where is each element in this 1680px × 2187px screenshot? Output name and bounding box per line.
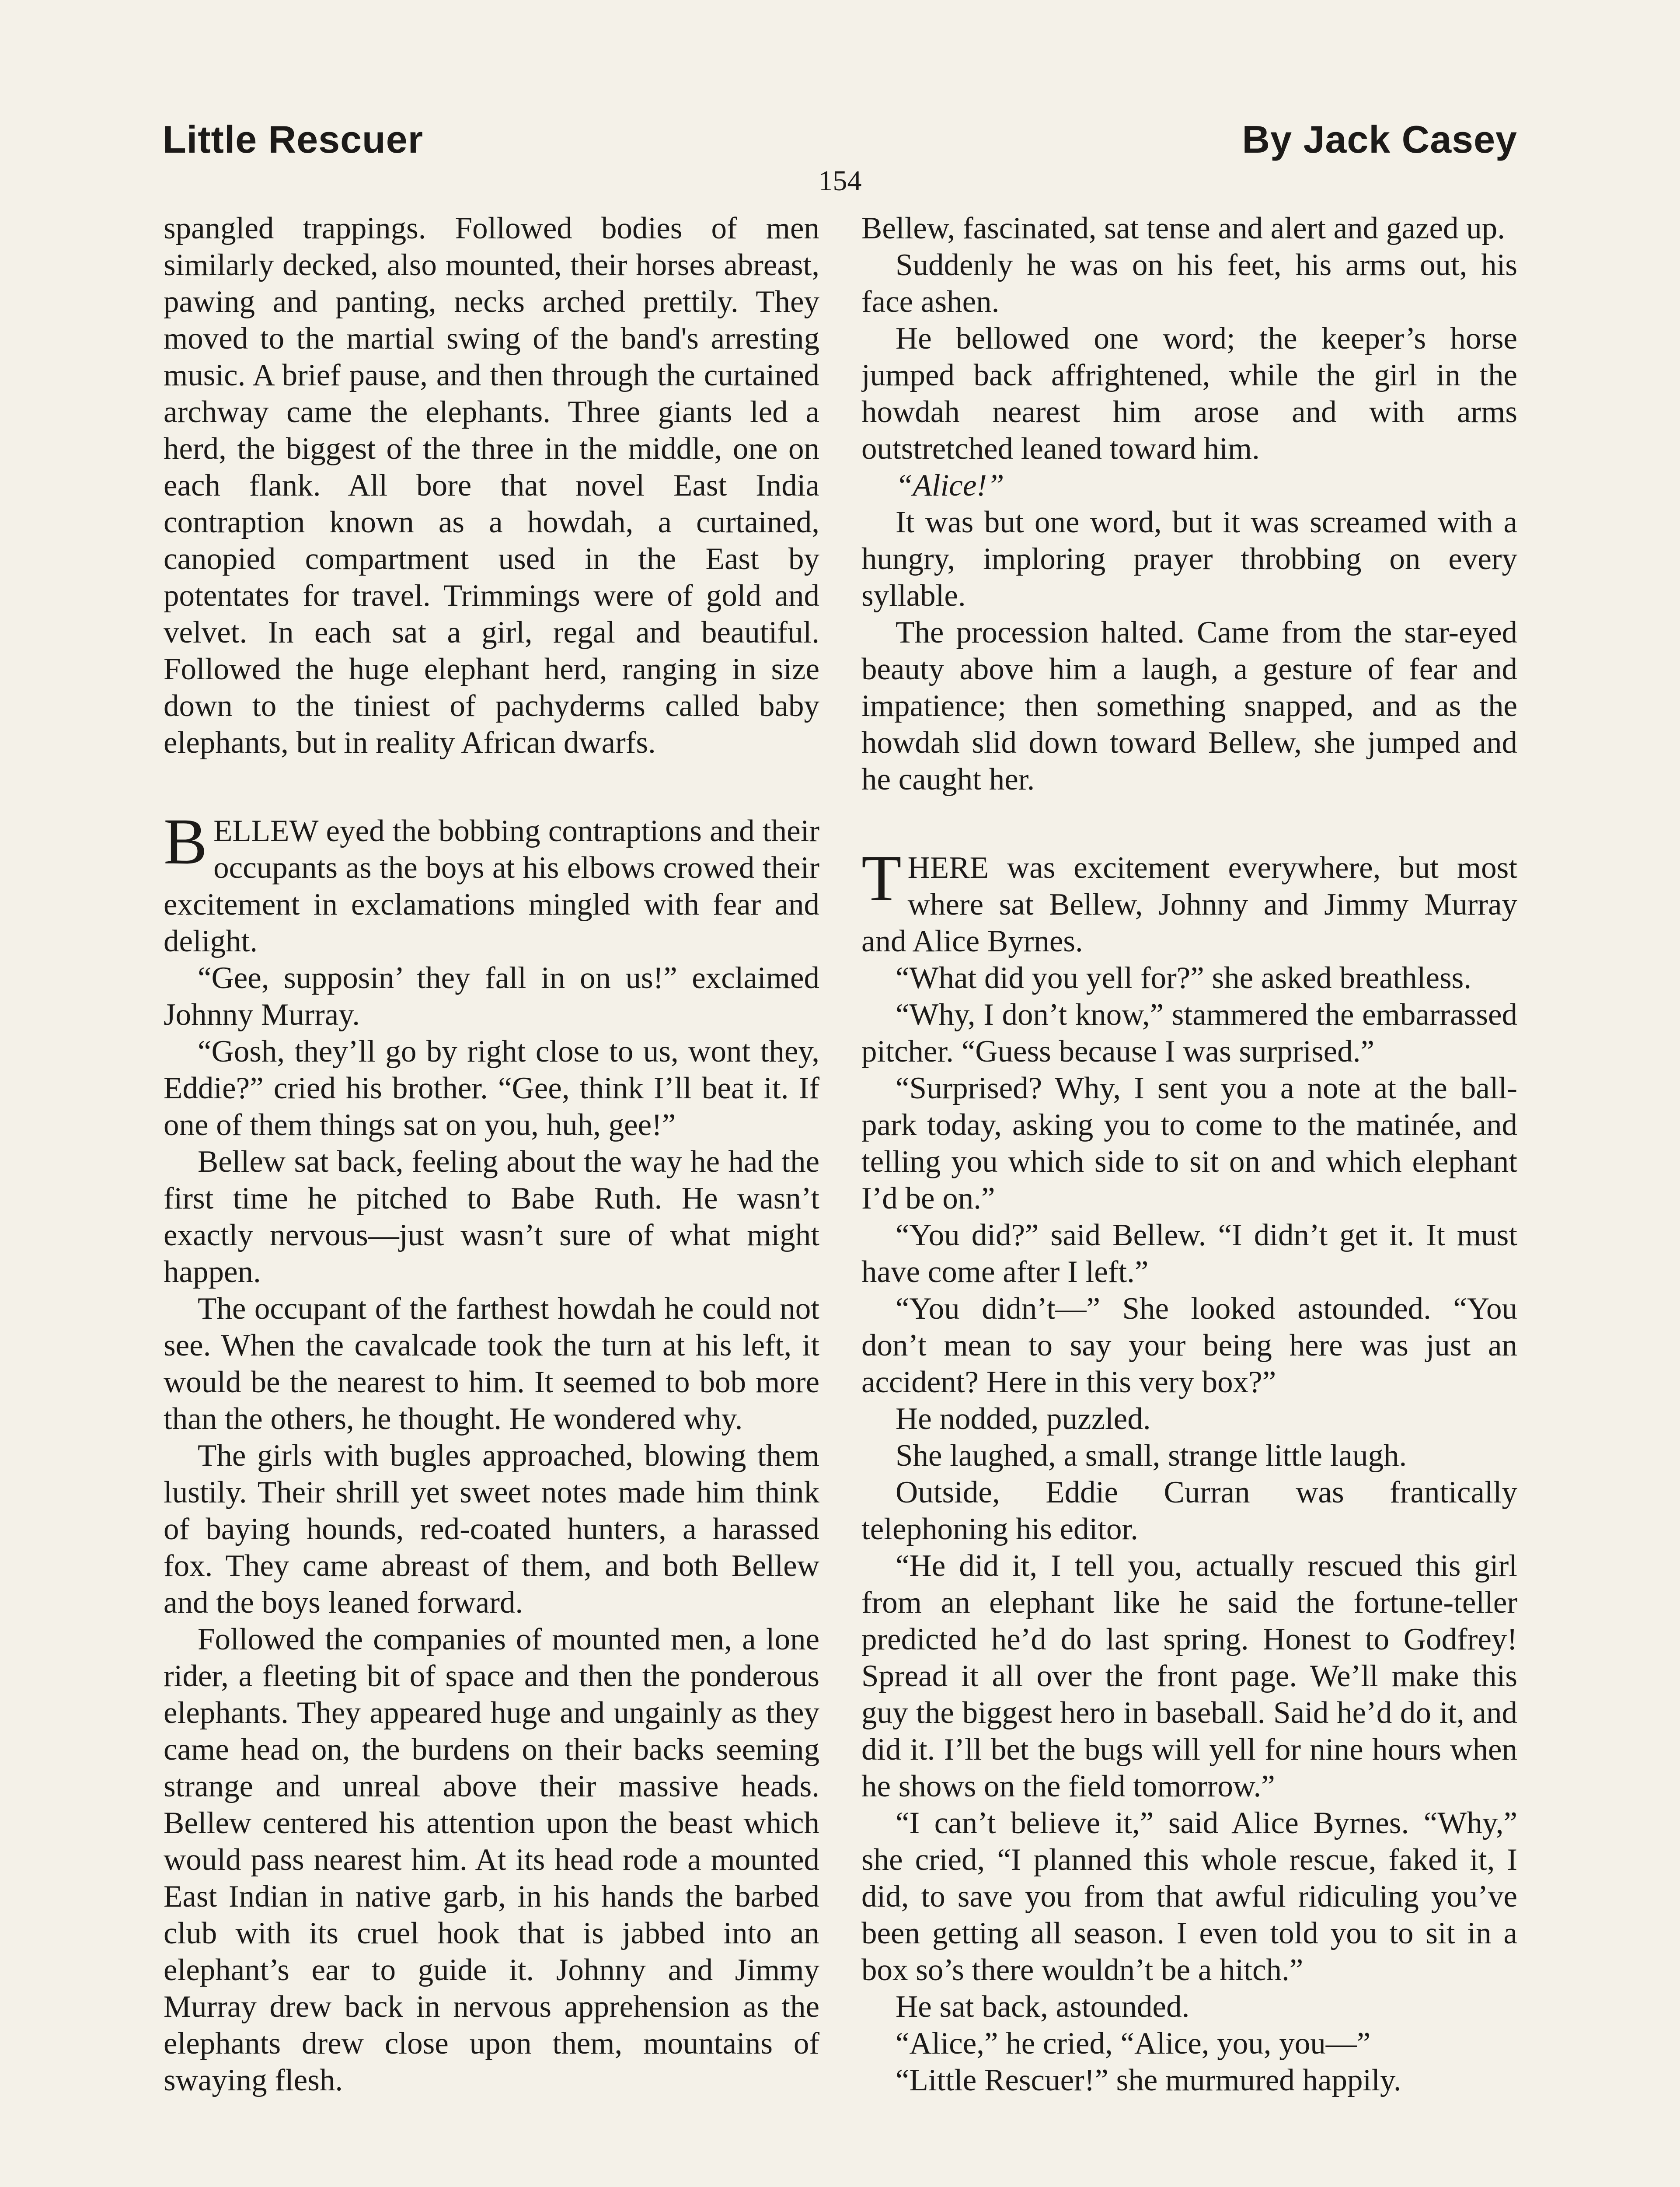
paragraph: Suddenly he was on his feet, his arms out, his face ashen.	[861, 248, 1517, 319]
drop-cap: T	[861, 842, 902, 915]
paragraph: The procession halted. Came from the star-eyed beauty above him a laugh, a gesture of fear and impatience; then something snapped, and as the howdah slid down toward Bellew, she jumped and he caught her.	[861, 615, 1517, 797]
paragraph: “He did it, I tell you, actually rescued this girl from an elephant like he said the fortune-teller predicted he’d do last spring. Honest to Godfrey! Spread it all over the front page. We’ll make this guy the biggest hero in baseball. Said he’d do it, and did it. I’ll bet the bugs will yell for nine hours when he shows on the field tomorrow.”	[861, 1549, 1517, 1803]
drop-cap: B	[164, 805, 208, 878]
left-column	[164, 210, 819, 2187]
paragraph: The occupant of the farthest howdah he could not see. When the cavalcade took the turn at his left, it would be the nearest to him. It seemed to bob more than the others, he thought. He wondered why.	[164, 1292, 819, 1436]
paragraph: “Alice!”	[896, 468, 1004, 503]
paragraph: He bellowed one word; the keeper’s horse jumped back affrightened, while the girl in the howdah nearest him arose and with arms outstretched leaned toward him.	[861, 321, 1517, 466]
story-title: Little Rescuer	[163, 118, 423, 161]
paragraph: “What did you yell for?” she asked breathless.	[896, 961, 1471, 995]
paragraph: “You didn’t—” She looked astounded. “You don’t mean to say your being here was just an accident? Here in this very box?”	[861, 1292, 1517, 1399]
paragraph: “Why, I don’t know,” stammered the embarrassed pitcher. “Guess because I was surprised.”	[861, 998, 1517, 1069]
paragraph: She laughed, a small, strange little laugh.	[896, 1439, 1407, 1473]
paragraph: “Gosh, they’ll go by right close to us, wont they, Eddie?” cried his brother. “Gee, think I’ll beat it. If one of them things sat on you, huh, gee!”	[164, 1034, 819, 1142]
paragraph: He sat back, astounded.	[896, 1990, 1190, 2024]
paragraph: The girls with bugles approached, blowing them lustily. Their shrill yet sweet notes made him think of baying hounds, red-coated hunters, a harassed fox. They came abreast of them, and both Bellew and the boys leaned forward.	[164, 1439, 819, 1620]
paragraph-text: HERE was excitement everywhere, but most where sat Bellew, Johnny and Jimmy Murray and Alice Byrnes.	[861, 851, 1517, 958]
page-number: 154	[818, 165, 862, 197]
paragraph: Bellew, fascinated, sat tense and alert and gazed up.	[861, 211, 1505, 245]
paragraph: “Gee, supposin’ they fall in on us!” exclaimed Johnny Murray.	[164, 961, 819, 1032]
section-start-paragraph	[164, 805, 819, 960]
paragraph-text: ELLEW eyed the bobbing contraptions and their occupants as the boys at his elbows crowed their excitement in exclamations mingled with fear and delight.	[164, 814, 819, 958]
paragraph: It was but one word, but it was screamed with a hungry, imploring prayer throbbing on every syllable.	[861, 505, 1517, 613]
paragraph: spangled trappings. Followed bodies of men similarly decked, also mounted, their horses abreast, pawing and panting, necks arched prettily. They moved to the martial swing of the band's arresting music. A brief pause, and then through the curtained archway came the elephants. Three giants led a herd, the biggest of the three in the middle, one on each flank. All bore that novel East India contraption known as a howdah, a curtained, canopied compartment used in the East by potentates for travel. Trimmings were of gold and velvet. In each sat a girl, regal and beautiful. Followed the huge elephant herd, ranging in size down to the tiniest of pachyderms called baby elephants, but in reality African dwarfs.	[164, 211, 819, 760]
paragraph: Followed the companies of mounted men, a lone rider, a fleeting bit of space and then the ponderous elephants. They appeared huge and ungainly as they came head on, the burdens on their backs seeming strange and unreal above their massive heads. Bellew centered his attention upon the beast which would pass nearest him. At its head rode a mounted East Indian in native garb, in his hands the barbed club with its cruel hook that is jabbed into an elephant’s ear to guide it. Johnny and Jimmy Murray drew back in nervous apprehension as the elephants drew close upon them, mountains of swaying flesh.	[164, 1622, 819, 2097]
paragraph: Outside, Eddie Curran was frantically telephoning his editor.	[861, 1475, 1517, 1546]
paragraph: “Alice,” he cried, “Alice, you, you—”	[896, 2026, 1371, 2061]
paragraph: “You did?” said Bellew. “I didn’t get it. It must have come after I left.”	[861, 1218, 1517, 1289]
paragraph: “I can’t believe it,” said Alice Byrnes. “Why,” she cried, “I planned this whole rescue, faked it, I did, to save you from that awful ridiculing you’ve been getting all season. I even told you to sit in a box so’s there wouldn’t be a hitch.”	[861, 1806, 1517, 1987]
story-author: By Jack Casey	[1242, 118, 1517, 161]
section-start-paragraph	[861, 842, 1517, 960]
paragraph: He nodded, puzzled.	[896, 1402, 1151, 1436]
paragraph: “Little Rescuer!” she murmured happily.	[896, 2063, 1401, 2097]
paragraph: “Surprised? Why, I sent you a note at the ball-park today, asking you to come to the matinée, and telling you which side to sit on and which elephant I’d be on.”	[861, 1071, 1517, 1216]
paragraph: Bellew sat back, feeling about the way he had the first time he pitched to Babe Ruth. He wasn’t exactly nervous—just wasn’t sure of what might happen.	[164, 1145, 819, 1289]
right-column	[861, 210, 1517, 2187]
page-header	[163, 117, 1517, 162]
